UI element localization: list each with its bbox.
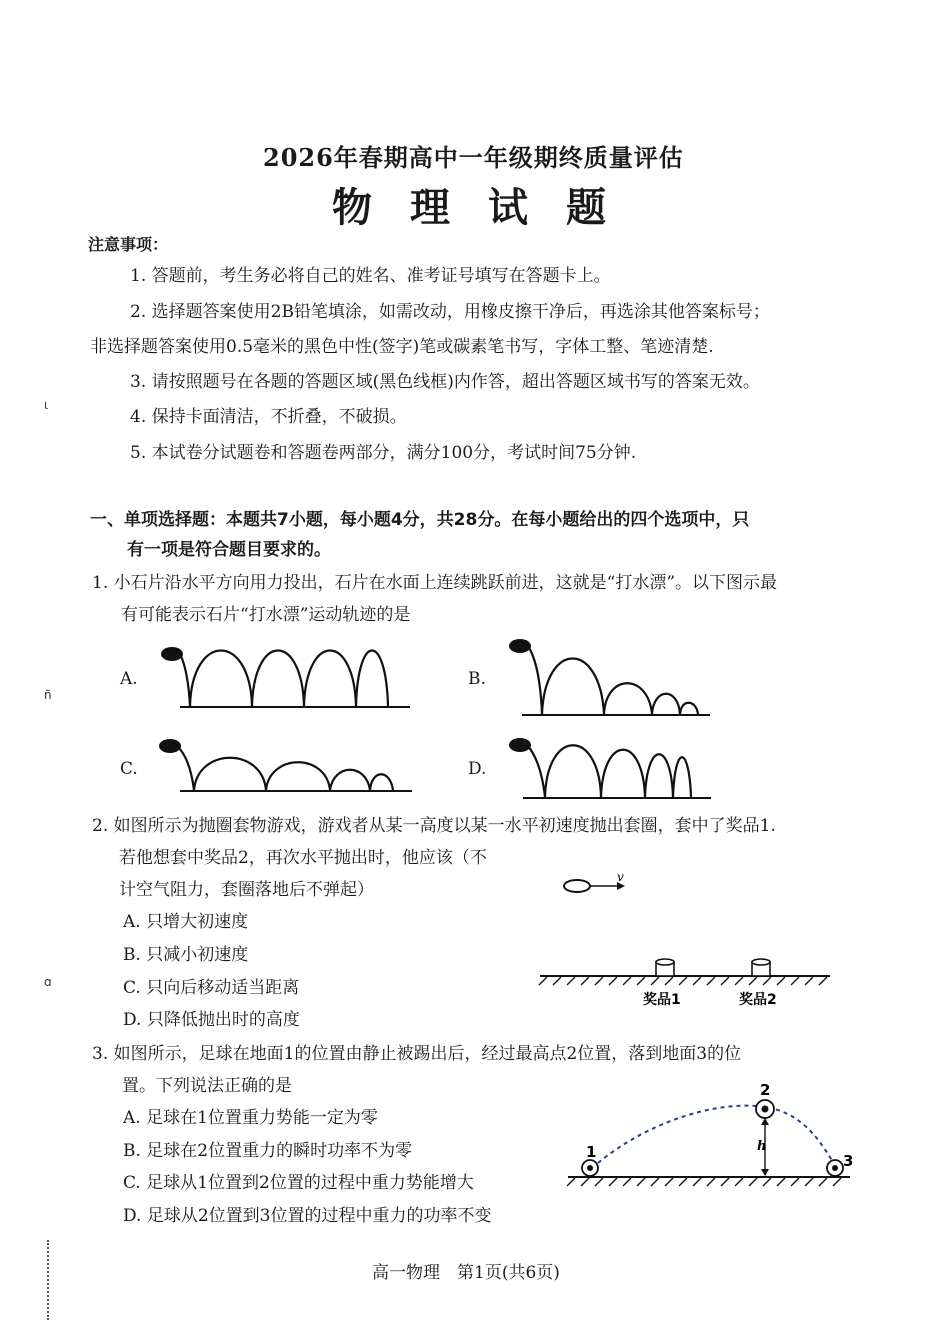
question-2-text: 计空气阻力，套圈落地后不弹起） <box>119 880 374 900</box>
height-label: h <box>757 1139 767 1154</box>
option-a-label: A. <box>120 669 138 689</box>
question-2-option: B. 只减小初速度 <box>123 945 249 965</box>
question-3-option: A. 足球在1位置重力势能一定为零 <box>123 1108 378 1128</box>
question-3-text: 置。下列说法正确的是 <box>122 1076 292 1096</box>
question-2-text: 2. 如图所示为抛圈套物游戏，游戏者从某一高度以某一水平初速度抛出套圈，套中了奖品1. <box>92 816 776 836</box>
note-item: 3. 请按照题号在各题的答题区域(黑色线框)内作答，超出答题区域书写的答案无效。 <box>130 372 760 392</box>
question-1-text: 有可能表示石片“打水漂”运动轨迹的是 <box>121 605 411 625</box>
notes-heading: 注意事项： <box>88 235 169 254</box>
question-2-option: C. 只向后移动适当距离 <box>123 978 300 998</box>
trajectory-b-figure <box>500 635 715 721</box>
question-1-text: 1. 小石片沿水平方向用力投出，石片在水面上连续跳跃前进，这就是“打水漂”。以下图示最 <box>92 573 778 593</box>
position-1-label: 1 <box>586 1143 597 1161</box>
question-3-option: C. 足球从1位置到2位置的过程中重力势能增大 <box>123 1173 474 1193</box>
trajectory-d-figure <box>505 734 715 804</box>
question-2-option: A. 只增大初速度 <box>123 912 249 932</box>
note-item: 4. 保持卡面清洁，不折叠，不破损。 <box>130 407 407 427</box>
position-3-label: 3 <box>843 1152 854 1170</box>
note-item: 1. 答题前，考生务必将自己的姓名、准考证号填写在答题卡上。 <box>130 266 611 286</box>
prize-2-label: 奖品2 <box>739 992 777 1008</box>
question-3-text: 3. 如图所示，足球在地面1的位置由静止被踢出后，经过最高点2位置，落到地面3的位 <box>92 1044 742 1064</box>
option-c-label: C. <box>120 759 138 779</box>
exam-title: 物理试题 <box>332 184 644 231</box>
question-2-option: D. 只降低抛出时的高度 <box>123 1010 300 1030</box>
page-footer: 高一物理 第1页(共6页) <box>372 1263 560 1283</box>
question-3-option: B. 足球在2位置重力的瞬时功率不为零 <box>123 1141 413 1161</box>
velocity-label: v <box>617 870 624 884</box>
section-heading: 有一项是符合题目要求的。 <box>127 540 331 560</box>
ring-toss-figure <box>535 865 840 1015</box>
trajectory-a-figure <box>150 640 410 715</box>
note-item: 5. 本试卷分试题卷和答题卷两部分，满分100分，考试时间75分钟. <box>130 443 637 463</box>
binding-line <box>47 1240 49 1320</box>
exam-subtitle: 2026年春期高中一年级期终质量评估 <box>263 143 684 172</box>
football-trajectory-figure <box>560 1075 860 1195</box>
margin-mark: ñ <box>44 688 52 702</box>
margin-mark: ɩ <box>44 398 49 412</box>
note-item: 非选择题答案使用0.5毫米的黑色中性(签字)笔或碳素笔书写，字体工整、笔迹清楚. <box>90 337 714 357</box>
prize-1-label: 奖品1 <box>643 992 681 1008</box>
margin-mark: ɑ <box>44 975 52 989</box>
question-3-option: D. 足球从2位置到3位置的过程中重力的功率不变 <box>123 1206 492 1226</box>
note-item: 2. 选择题答案使用2B铅笔填涂，如需改动，用橡皮擦干净后，再选涂其他答案标号； <box>130 302 770 322</box>
trajectory-c-figure <box>150 735 415 797</box>
option-b-label: B. <box>468 669 486 689</box>
option-d-label: D. <box>468 759 487 779</box>
section-heading: 一、单项选择题：本题共7小题，每小题4分，共28分。在每小题给出的四个选项中，只 <box>90 510 750 530</box>
position-2-label: 2 <box>760 1081 771 1099</box>
question-2-text: 若他想套中奖品2，再次水平抛出时，他应该（不 <box>119 848 487 868</box>
